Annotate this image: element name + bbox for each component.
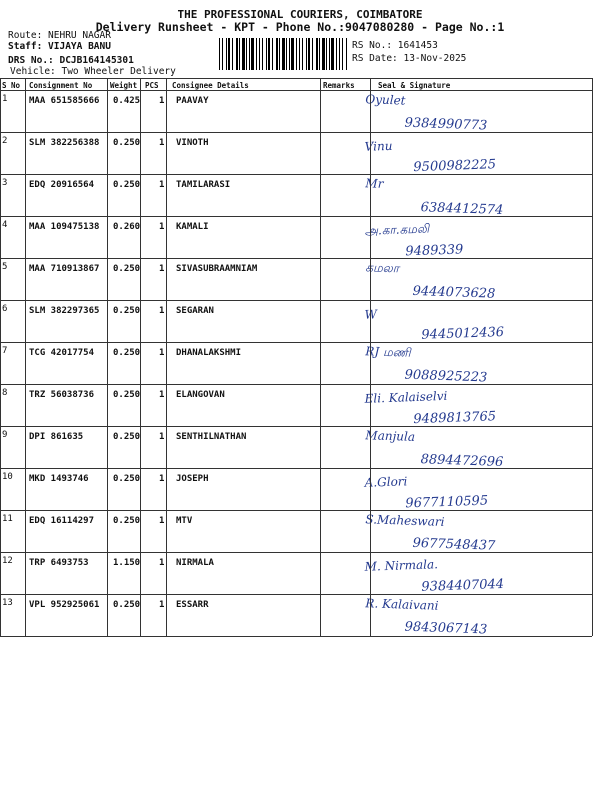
- row-weight: 0.250: [113, 516, 141, 526]
- row-pieces: 1: [159, 516, 165, 526]
- row-weight: 0.260: [113, 222, 141, 232]
- column-divider: [107, 78, 108, 636]
- signature-name: கமலா: [365, 260, 400, 276]
- barcode-bar: [219, 38, 220, 70]
- barcode-bar: [236, 38, 238, 70]
- barcode-bar: [249, 38, 250, 70]
- row-serial-number: 2: [2, 136, 8, 146]
- row-serial-number: 7: [2, 346, 8, 356]
- row-weight: 0.250: [113, 432, 141, 442]
- row-pieces: 1: [159, 432, 165, 442]
- barcode-bar: [329, 38, 330, 70]
- runsheet-subtitle: Delivery Runsheet - KPT - Phone No.:9047080280 - Page No.:1: [95, 20, 505, 34]
- table-rule: [0, 384, 592, 385]
- signature-phone: 8894472696: [420, 452, 504, 471]
- signature-phone: 9384990773: [404, 115, 488, 134]
- signature-name: Mr: [365, 176, 384, 191]
- header-sno: S No: [2, 81, 21, 90]
- row-weight: 0.250: [113, 138, 141, 148]
- table-rule: [0, 132, 592, 133]
- row-serial-number: 11: [2, 514, 13, 524]
- barcode-bar: [289, 38, 290, 70]
- consignee-name: JOSEPH: [176, 474, 209, 484]
- signature-name: M. Nirmala.: [364, 557, 439, 574]
- column-divider: [0, 78, 1, 636]
- barcode-bar: [268, 38, 270, 70]
- rs-date: RS Date: 13-Nov-2025: [352, 53, 467, 64]
- barcode-bar: [308, 38, 310, 70]
- consignment-number: TCG 42017754: [29, 348, 95, 358]
- signature-phone: 9489813765: [413, 409, 497, 428]
- row-serial-number: 6: [2, 304, 8, 314]
- barcode-image: [219, 38, 347, 70]
- barcode-bar: [266, 38, 267, 70]
- row-serial-number: 4: [2, 220, 8, 230]
- consignment-number: EDQ 16114297: [29, 516, 95, 526]
- consignee-name: KAMALI: [176, 222, 209, 232]
- row-pieces: 1: [159, 474, 165, 484]
- row-weight: 0.250: [113, 306, 141, 316]
- consignee-name: DHANALAKSHMI: [176, 348, 242, 358]
- barcode-bar: [239, 38, 240, 70]
- consignment-number: SLM 382256388: [29, 138, 100, 148]
- barcode-bar: [306, 38, 307, 70]
- row-pieces: 1: [159, 306, 165, 316]
- row-weight: 1.150: [113, 558, 141, 568]
- consignment-number: MAA 651585666: [29, 96, 100, 106]
- row-pieces: 1: [159, 96, 165, 106]
- signature-name: R. Kalaivani: [365, 596, 439, 613]
- barcode-bar: [302, 38, 303, 70]
- barcode-bar: [346, 38, 347, 70]
- rs-number: RS No.: 1641453: [352, 40, 438, 51]
- consignment-number: MKD 1493746: [29, 474, 89, 484]
- barcode-bar: [326, 38, 327, 70]
- signature-name: Eli. Kalaiselvi: [364, 388, 448, 406]
- signature-phone: 6384412574: [420, 200, 504, 219]
- header-weight: Weight: [110, 81, 138, 90]
- signature-name: Oyulet: [365, 92, 406, 108]
- row-weight: 0.250: [113, 180, 141, 190]
- barcode-bar: [246, 38, 247, 70]
- barcode-bar: [256, 38, 257, 70]
- barcode-bar: [251, 38, 254, 70]
- row-serial-number: 12: [2, 556, 13, 566]
- barcode-bar: [228, 38, 230, 70]
- row-pieces: 1: [159, 348, 165, 358]
- table-rule: [0, 636, 592, 637]
- column-divider: [166, 78, 167, 636]
- consignment-number: DPI 861635: [29, 432, 84, 442]
- row-pieces: 1: [159, 180, 165, 190]
- barcode-bar: [336, 38, 337, 70]
- signature-name: S.Maheswari: [365, 512, 445, 529]
- consignment-number: MAA 109475138: [29, 222, 100, 232]
- row-pieces: 1: [159, 222, 165, 232]
- header-pcs: PCS: [145, 81, 159, 90]
- barcode-bar: [291, 38, 294, 70]
- consignee-name: TAMILARASI: [176, 180, 231, 190]
- barcode-bar: [286, 38, 287, 70]
- barcode-bar: [226, 38, 227, 70]
- barcode-bar: [316, 38, 318, 70]
- column-divider: [592, 78, 593, 636]
- barcode-bar: [342, 38, 343, 70]
- barcode-bar: [222, 38, 223, 70]
- signature-phone: 9677110595: [405, 493, 489, 512]
- drs-number: DRS No.: DCJB164145301: [8, 55, 134, 66]
- consignee-name: VINOTH: [176, 138, 209, 148]
- table-rule: [0, 90, 592, 91]
- table-rule: [0, 552, 592, 553]
- column-divider: [25, 78, 26, 636]
- header-consignee: Consignee Details: [172, 81, 249, 90]
- signature-name: அ.கா.கமலி: [364, 221, 430, 238]
- row-weight: 0.250: [113, 264, 141, 274]
- table-rule: [0, 342, 592, 343]
- barcode-bar: [331, 38, 334, 70]
- table-rule: [0, 468, 592, 469]
- consignment-number: VPL 952925061: [29, 600, 100, 610]
- barcode-bar: [296, 38, 297, 70]
- consignment-number: TRZ 56038736: [29, 390, 95, 400]
- row-pieces: 1: [159, 138, 165, 148]
- column-divider: [370, 78, 371, 636]
- row-serial-number: 8: [2, 388, 8, 398]
- signature-phone: 9489339: [405, 242, 464, 260]
- barcode-bar: [276, 38, 278, 70]
- barcode-bar: [299, 38, 300, 70]
- row-weight: 0.425: [113, 96, 141, 106]
- consignment-number: MAA 710913867: [29, 264, 100, 274]
- vehicle-text: Vehicle: Two Wheeler Delivery: [10, 66, 176, 77]
- barcode-bar: [322, 38, 325, 70]
- consignee-name: MTV: [176, 516, 193, 526]
- barcode-bar: [279, 38, 280, 70]
- consignment-number: TRP 6493753: [29, 558, 89, 568]
- signature-name: Manjula: [365, 428, 416, 444]
- signature-phone: 9384407044: [421, 576, 505, 595]
- barcode-bar: [282, 38, 285, 70]
- signature-phone: 9843067143: [404, 619, 488, 638]
- row-serial-number: 9: [2, 430, 8, 440]
- consignee-name: SEGARAN: [176, 306, 214, 316]
- consignee-name: SIVASUBRAAMNIAM: [176, 264, 258, 274]
- signature-name: RJ மணி: [365, 344, 411, 360]
- company-title: THE PROFESSIONAL COURIERS, COIMBATORE: [177, 8, 423, 21]
- row-serial-number: 3: [2, 178, 8, 188]
- header-signature: Seal & Signature: [378, 81, 451, 90]
- signature-name: Vinu: [364, 138, 393, 154]
- consignment-number: SLM 382297365: [29, 306, 100, 316]
- signature-phone: 9500982225: [413, 157, 497, 176]
- barcode-bar: [262, 38, 263, 70]
- consignee-name: NIRMALA: [176, 558, 214, 568]
- table-rule: [0, 78, 592, 79]
- row-weight: 0.250: [113, 600, 141, 610]
- signature-phone: 9677548437: [412, 535, 496, 554]
- header-consignment: Consignment No: [29, 81, 93, 90]
- barcode-bar: [232, 38, 233, 70]
- table-rule: [0, 300, 592, 301]
- barcode-bar: [319, 38, 320, 70]
- row-pieces: 1: [159, 600, 165, 610]
- barcode-bar: [312, 38, 313, 70]
- staff-text: Staff: VIJAYA BANU: [8, 41, 111, 52]
- row-weight: 0.250: [113, 474, 141, 484]
- barcode-bar: [272, 38, 273, 70]
- table-rule: [0, 594, 592, 595]
- row-serial-number: 10: [2, 472, 13, 482]
- table-rule: [0, 216, 592, 217]
- column-divider: [140, 78, 141, 636]
- row-serial-number: 5: [2, 262, 8, 272]
- barcode-bar: [242, 38, 245, 70]
- route-text: Route: NEHRU NAGAR: [8, 30, 111, 41]
- table-rule: [0, 258, 592, 259]
- signature-name: W: [364, 307, 378, 322]
- consignee-name: ESSARR: [176, 600, 209, 610]
- header-remarks: Remarks: [323, 81, 355, 90]
- row-weight: 0.250: [113, 348, 141, 358]
- table-rule: [0, 510, 592, 511]
- signature-phone: 9088925223: [404, 367, 488, 386]
- consignee-name: SENTHILNATHAN: [176, 432, 247, 442]
- barcode-bar: [259, 38, 260, 70]
- signature-phone: 9445012436: [421, 324, 505, 343]
- row-serial-number: 1: [2, 94, 8, 104]
- consignee-name: ELANGOVAN: [176, 390, 225, 400]
- row-pieces: 1: [159, 264, 165, 274]
- table-rule: [0, 426, 592, 427]
- row-pieces: 1: [159, 558, 165, 568]
- row-pieces: 1: [159, 390, 165, 400]
- barcode-bar: [339, 38, 340, 70]
- column-divider: [320, 78, 321, 636]
- row-serial-number: 13: [2, 598, 13, 608]
- row-weight: 0.250: [113, 390, 141, 400]
- consignment-number: EDQ 20916564: [29, 180, 95, 190]
- table-rule: [0, 174, 592, 175]
- signature-phone: 9444073628: [412, 283, 496, 302]
- consignee-name: PAAVAY: [176, 96, 209, 106]
- signature-name: A.Glori: [364, 474, 408, 490]
